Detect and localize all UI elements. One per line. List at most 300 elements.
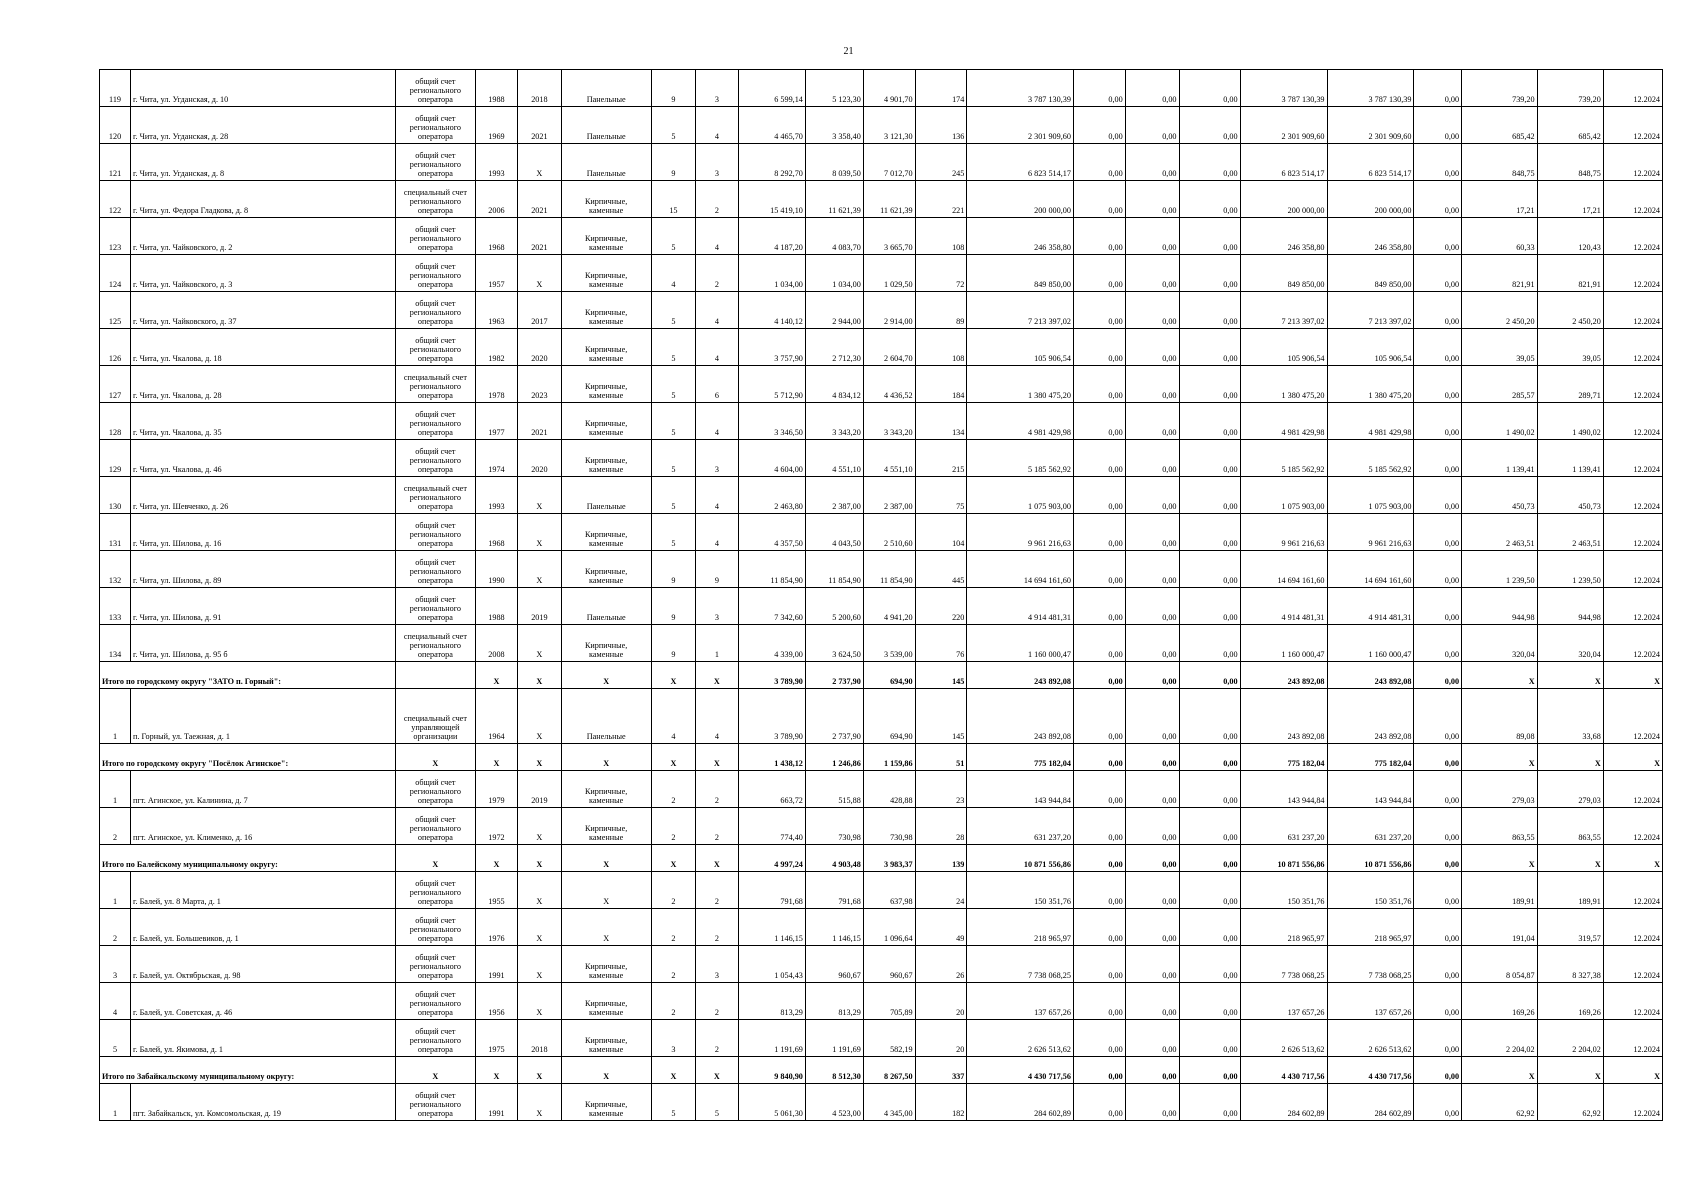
funding-source-3-cell: 0,00 — [1179, 662, 1240, 689]
funding-source-6-cell: 0,00 — [1414, 292, 1462, 329]
residents-cell: 23 — [915, 771, 967, 808]
funding-source-4-cell: 246 358,80 — [1240, 218, 1327, 255]
total-area-cell: 7 342,60 — [738, 588, 805, 625]
house-row — [100, 477, 1663, 514]
funding-source-6-cell: 0,00 — [1414, 440, 1462, 477]
funding-source-4-cell: 9 961 216,63 — [1240, 514, 1327, 551]
residential-area-cell: 2 387,00 — [805, 477, 863, 514]
year-built-cell: 1974 — [475, 440, 517, 477]
address-cell: г. Чита, ул. Чайковского, д. 2 — [131, 218, 396, 255]
funding-source-5-cell: 150 351,76 — [1327, 872, 1414, 909]
floors-cell: 9 — [651, 625, 696, 662]
year-built-cell: 1969 — [475, 107, 517, 144]
house-row — [100, 551, 1663, 588]
funding-source-1-cell: 0,00 — [1073, 1020, 1125, 1057]
cost-total-cell: 1 160 000,47 — [967, 625, 1074, 662]
unit-cost-1-cell: 62,92 — [1462, 1084, 1538, 1121]
year-built-cell: 1988 — [475, 70, 517, 107]
owned-area-cell: 4 941,20 — [863, 588, 915, 625]
owned-area-cell: 2 604,70 — [863, 329, 915, 366]
residential-area-cell: 11 854,90 — [805, 551, 863, 588]
address-cell: г. Чита, ул. Угданская, д. 28 — [131, 107, 396, 144]
wall-material-line: Кирпичные, — [584, 1100, 628, 1109]
row-number-cell: 1 — [100, 1084, 131, 1121]
year-repair-cell: 2017 — [518, 292, 561, 329]
funding-source-2-cell: 0,00 — [1125, 551, 1179, 588]
funding-source-5-cell: 775 182,04 — [1327, 744, 1414, 771]
row-number-cell: 130 — [100, 477, 131, 514]
residential-area-cell: 8 512,30 — [805, 1057, 863, 1084]
funding-source-2-cell: 0,00 — [1125, 845, 1179, 872]
account-type-line: общий счет — [415, 990, 456, 999]
account-type-line: регионального — [409, 925, 461, 934]
total-area-cell: 4 997,24 — [738, 845, 805, 872]
cost-total-cell: 218 965,97 — [967, 909, 1074, 946]
account-type-line: оператора — [417, 95, 453, 104]
account-type-line: регионального — [409, 1100, 461, 1109]
residents-cell: 245 — [915, 144, 967, 181]
house-row — [100, 1020, 1663, 1057]
wall-material-cell — [561, 808, 651, 845]
house-row — [100, 144, 1663, 181]
funding-source-5-cell: 9 961 216,63 — [1327, 514, 1414, 551]
wall-material-cell — [561, 983, 651, 1020]
total-area-cell: 3 757,90 — [738, 329, 805, 366]
year-built-cell: 1982 — [475, 329, 517, 366]
account-type-line: общий счет — [415, 262, 456, 271]
unit-cost-2-cell: X — [1537, 1057, 1603, 1084]
row-number-cell: 134 — [100, 625, 131, 662]
unit-cost-2-cell: 1 239,50 — [1537, 551, 1603, 588]
account-type-line: специальный счет — [403, 632, 467, 641]
unit-cost-1-cell: 863,55 — [1462, 808, 1538, 845]
funding-source-6-cell: 0,00 — [1414, 366, 1462, 403]
cost-total-cell: 246 358,80 — [967, 218, 1074, 255]
completion-date-cell: 12.2024 — [1603, 808, 1662, 845]
entrances-cell: 5 — [696, 1084, 738, 1121]
owned-area-cell: 11 854,90 — [863, 551, 915, 588]
funding-source-6-cell: 0,00 — [1414, 872, 1462, 909]
house-row — [100, 625, 1663, 662]
total-area-cell: 11 854,90 — [738, 551, 805, 588]
funding-source-5-cell: 10 871 556,86 — [1327, 845, 1414, 872]
wall-material-line: Кирпичные, — [584, 962, 628, 971]
unit-cost-1-cell: X — [1462, 744, 1538, 771]
total-area-cell: 663,72 — [738, 771, 805, 808]
subtotal-row — [100, 845, 1663, 872]
funding-source-3-cell: 0,00 — [1179, 440, 1240, 477]
subtotal-row — [100, 662, 1663, 689]
account-type-line: оператора — [417, 650, 453, 659]
cost-total-cell: 137 657,26 — [967, 983, 1074, 1020]
owned-area-cell: 4 551,10 — [863, 440, 915, 477]
account-type-line: оператора — [417, 317, 453, 326]
entrances-cell: 2 — [696, 983, 738, 1020]
funding-source-4-cell: 284 602,89 — [1240, 1084, 1327, 1121]
residents-cell: 72 — [915, 255, 967, 292]
row-number-cell: 129 — [100, 440, 131, 477]
funding-source-2-cell: 0,00 — [1125, 181, 1179, 218]
funding-source-3-cell: 0,00 — [1179, 329, 1240, 366]
wall-material-line: Кирпичные, — [584, 382, 628, 391]
address-cell: г. Чита, ул. Шевченко, д. 26 — [131, 477, 396, 514]
year-built-cell: 2008 — [475, 625, 517, 662]
funding-source-4-cell: 243 892,08 — [1240, 662, 1327, 689]
residents-cell: 145 — [915, 689, 967, 744]
address-cell: г. Чита, ул. Шилова, д. 91 — [131, 588, 396, 625]
residents-cell: 51 — [915, 744, 967, 771]
funding-source-1-cell: 0,00 — [1073, 1057, 1125, 1084]
funding-source-6-cell: 0,00 — [1414, 107, 1462, 144]
account-type-line: оператора — [417, 796, 453, 805]
account-type-cell — [396, 1084, 476, 1121]
account-type-line: оператора — [417, 971, 453, 980]
account-type-cell: X — [396, 744, 476, 771]
residential-area-cell: 3 624,50 — [805, 625, 863, 662]
funding-source-2-cell: 0,00 — [1125, 744, 1179, 771]
account-type-line: регионального — [409, 308, 461, 317]
wall-material-line: Кирпичные, — [584, 999, 628, 1008]
owned-area-cell: 8 267,50 — [863, 1057, 915, 1084]
entrances-cell: 4 — [696, 689, 738, 744]
wall-material-cell — [561, 477, 651, 514]
account-type-line: регионального — [409, 234, 461, 243]
unit-cost-1-cell: 739,20 — [1462, 70, 1538, 107]
completion-date-cell: 12.2024 — [1603, 218, 1662, 255]
funding-source-1-cell: 0,00 — [1073, 625, 1125, 662]
account-type-line: управляющей — [411, 723, 460, 732]
total-area-cell: 4 465,70 — [738, 107, 805, 144]
funding-source-3-cell: 0,00 — [1179, 1020, 1240, 1057]
residents-cell: 20 — [915, 1020, 967, 1057]
unit-cost-1-cell: 848,75 — [1462, 144, 1538, 181]
wall-material-line: X — [603, 897, 610, 906]
address-cell: пгт. Забайкальск, ул. Комсомольская, д. 19 — [131, 1084, 396, 1121]
account-type-line: регионального — [409, 419, 461, 428]
year-built-cell: 1963 — [475, 292, 517, 329]
subtotal-label: Итого по городскому округу "ЗАТО п. Горный": — [100, 662, 396, 689]
unit-cost-1-cell: 89,08 — [1462, 689, 1538, 744]
year-repair-cell: 2020 — [518, 329, 561, 366]
house-row — [100, 689, 1663, 744]
account-type-cell — [396, 218, 476, 255]
floors-cell: 5 — [651, 403, 696, 440]
entrances-cell: 4 — [696, 107, 738, 144]
year-repair-cell: X — [518, 477, 561, 514]
floors-cell: 5 — [651, 440, 696, 477]
funding-source-6-cell: 0,00 — [1414, 218, 1462, 255]
year-repair-cell: 2021 — [518, 218, 561, 255]
year-built-cell: X — [475, 662, 517, 689]
funding-source-5-cell: 2 301 909,60 — [1327, 107, 1414, 144]
unit-cost-2-cell: 319,57 — [1537, 909, 1603, 946]
total-area-cell: 1 034,00 — [738, 255, 805, 292]
account-type-cell — [396, 144, 476, 181]
unit-cost-1-cell: 1 490,02 — [1462, 403, 1538, 440]
address-cell: г. Чита, ул. Угданская, д. 8 — [131, 144, 396, 181]
house-row — [100, 440, 1663, 477]
floors-cell: 5 — [651, 292, 696, 329]
funding-source-4-cell: 4 981 429,98 — [1240, 403, 1327, 440]
funding-source-3-cell: 0,00 — [1179, 771, 1240, 808]
residents-cell: 220 — [915, 588, 967, 625]
wall-material-line: Кирпичные, — [584, 824, 628, 833]
funding-source-4-cell: 631 237,20 — [1240, 808, 1327, 845]
account-type-line: оператора — [417, 465, 453, 474]
funding-source-2-cell: 0,00 — [1125, 403, 1179, 440]
residential-area-cell: 2 737,90 — [805, 689, 863, 744]
funding-source-3-cell: 0,00 — [1179, 946, 1240, 983]
funding-source-6-cell: 0,00 — [1414, 625, 1462, 662]
residential-area-cell: 2 737,90 — [805, 662, 863, 689]
funding-source-4-cell: 7 213 397,02 — [1240, 292, 1327, 329]
account-type-line: общий счет — [415, 447, 456, 456]
wall-material-cell — [561, 292, 651, 329]
wall-material-cell — [561, 181, 651, 218]
account-type-line: организации — [413, 732, 458, 741]
floors-cell: 9 — [651, 144, 696, 181]
owned-area-cell: 2 510,60 — [863, 514, 915, 551]
row-number-cell: 123 — [100, 218, 131, 255]
funding-source-3-cell: 0,00 — [1179, 514, 1240, 551]
funding-source-4-cell: 14 694 161,60 — [1240, 551, 1327, 588]
funding-source-5-cell: 3 787 130,39 — [1327, 70, 1414, 107]
year-repair-cell: X — [518, 872, 561, 909]
residential-area-cell: 813,29 — [805, 983, 863, 1020]
wall-material-cell — [561, 366, 651, 403]
entrances-cell: 4 — [696, 514, 738, 551]
row-number-cell: 132 — [100, 551, 131, 588]
cost-total-cell: 200 000,00 — [967, 181, 1074, 218]
wall-material-line: Кирпичные, — [584, 567, 628, 576]
subtotal-label: Итого по городскому округу "Посёлок Агинское": — [100, 744, 396, 771]
funding-source-1-cell: 0,00 — [1073, 477, 1125, 514]
owned-area-cell: 582,19 — [863, 1020, 915, 1057]
account-type-line: оператора — [417, 354, 453, 363]
cost-total-cell: 1 075 903,00 — [967, 477, 1074, 514]
wall-material-cell — [561, 144, 651, 181]
account-type-cell — [396, 946, 476, 983]
wall-material-cell — [561, 255, 651, 292]
funding-source-2-cell: 0,00 — [1125, 625, 1179, 662]
address-cell: г. Чита, ул. Чкалова, д. 35 — [131, 403, 396, 440]
page-number: 21 — [843, 46, 854, 57]
funding-source-2-cell: 0,00 — [1125, 440, 1179, 477]
account-type-line: оператора — [417, 539, 453, 548]
account-type-line: оператора — [417, 1045, 453, 1054]
unit-cost-2-cell: 169,26 — [1537, 983, 1603, 1020]
total-area-cell: 3 346,50 — [738, 403, 805, 440]
funding-source-2-cell: 0,00 — [1125, 1084, 1179, 1121]
address-cell: п. Горный, ул. Таежная, д. 1 — [131, 689, 396, 744]
address-cell: г. Чита, ул. Чкалова, д. 46 — [131, 440, 396, 477]
funding-source-6-cell: 0,00 — [1414, 1084, 1462, 1121]
funding-source-4-cell: 137 657,26 — [1240, 983, 1327, 1020]
floors-cell: X — [651, 662, 696, 689]
total-area-cell: 4 357,50 — [738, 514, 805, 551]
funding-source-4-cell: 2 626 513,62 — [1240, 1020, 1327, 1057]
account-type-cell — [396, 70, 476, 107]
account-type-line: специальный счет — [403, 188, 467, 197]
wall-material-line: Кирпичные, — [584, 345, 628, 354]
wall-material-line: каменные — [589, 391, 624, 400]
house-row — [100, 403, 1663, 440]
unit-cost-2-cell: 33,68 — [1537, 689, 1603, 744]
account-type-line: оператора — [417, 897, 453, 906]
row-number-cell: 126 — [100, 329, 131, 366]
houses-table — [99, 69, 1663, 1121]
unit-cost-1-cell: 39,05 — [1462, 329, 1538, 366]
total-area-cell: 791,68 — [738, 872, 805, 909]
funding-source-5-cell: 4 981 429,98 — [1327, 403, 1414, 440]
wall-material-cell — [561, 771, 651, 808]
total-area-cell: 813,29 — [738, 983, 805, 1020]
funding-source-5-cell: 243 892,08 — [1327, 662, 1414, 689]
account-type-line: регионального — [409, 888, 461, 897]
row-number-cell: 122 — [100, 181, 131, 218]
unit-cost-2-cell: X — [1537, 845, 1603, 872]
wall-material-line: каменные — [589, 576, 624, 585]
account-type-line: оператора — [417, 934, 453, 943]
funding-source-1-cell: 0,00 — [1073, 144, 1125, 181]
floors-cell: 3 — [651, 1020, 696, 1057]
account-type-line: регионального — [409, 604, 461, 613]
funding-source-1-cell: 0,00 — [1073, 107, 1125, 144]
row-number-cell: 133 — [100, 588, 131, 625]
row-number-cell: 119 — [100, 70, 131, 107]
funding-source-6-cell: 0,00 — [1414, 808, 1462, 845]
wall-material-cell — [561, 588, 651, 625]
wall-material-line: каменные — [589, 280, 624, 289]
wall-material-cell — [561, 403, 651, 440]
entrances-cell: 4 — [696, 403, 738, 440]
wall-material-line: каменные — [589, 243, 624, 252]
unit-cost-2-cell: 189,91 — [1537, 872, 1603, 909]
owned-area-cell: 3 121,30 — [863, 107, 915, 144]
house-row — [100, 771, 1663, 808]
house-row — [100, 514, 1663, 551]
cost-total-cell: 243 892,08 — [967, 662, 1074, 689]
funding-source-4-cell: 105 906,54 — [1240, 329, 1327, 366]
year-built-cell: 1968 — [475, 218, 517, 255]
year-built-cell: 1988 — [475, 588, 517, 625]
residential-area-cell: 1 246,86 — [805, 744, 863, 771]
completion-date-cell: 12.2024 — [1603, 588, 1662, 625]
year-repair-cell: X — [518, 689, 561, 744]
account-type-cell — [396, 872, 476, 909]
account-type-cell — [396, 1020, 476, 1057]
address-cell: г. Балей, ул. Большевиков, д. 1 — [131, 909, 396, 946]
cost-total-cell: 105 906,54 — [967, 329, 1074, 366]
unit-cost-1-cell: 2 450,20 — [1462, 292, 1538, 329]
total-area-cell: 4 339,00 — [738, 625, 805, 662]
wall-material-cell: X — [561, 744, 651, 771]
row-number-cell: 1 — [100, 771, 131, 808]
cost-total-cell: 2 626 513,62 — [967, 1020, 1074, 1057]
funding-source-1-cell: 0,00 — [1073, 744, 1125, 771]
account-type-line: общий счет — [415, 151, 456, 160]
funding-source-4-cell: 150 351,76 — [1240, 872, 1327, 909]
funding-source-5-cell: 143 944,84 — [1327, 771, 1414, 808]
account-type-line: регионального — [409, 787, 461, 796]
year-built-cell: 1957 — [475, 255, 517, 292]
owned-area-cell: 11 621,39 — [863, 181, 915, 218]
funding-source-5-cell: 246 358,80 — [1327, 218, 1414, 255]
owned-area-cell: 1 159,86 — [863, 744, 915, 771]
entrances-cell: 1 — [696, 625, 738, 662]
unit-cost-1-cell: 8 054,87 — [1462, 946, 1538, 983]
account-type-line: общий счет — [415, 114, 456, 123]
account-type-cell: X — [396, 1057, 476, 1084]
floors-cell: 5 — [651, 366, 696, 403]
funding-source-3-cell: 0,00 — [1179, 588, 1240, 625]
residents-cell: 104 — [915, 514, 967, 551]
account-type-cell — [396, 808, 476, 845]
total-area-cell: 4 187,20 — [738, 218, 805, 255]
entrances-cell: 4 — [696, 292, 738, 329]
funding-source-5-cell: 284 602,89 — [1327, 1084, 1414, 1121]
unit-cost-1-cell: X — [1462, 1057, 1538, 1084]
entrances-cell: 2 — [696, 808, 738, 845]
year-built-cell: 1975 — [475, 1020, 517, 1057]
cost-total-cell: 10 871 556,86 — [967, 845, 1074, 872]
year-repair-cell: X — [518, 909, 561, 946]
completion-date-cell: 12.2024 — [1603, 366, 1662, 403]
residential-area-cell: 1 191,69 — [805, 1020, 863, 1057]
row-number-cell: 121 — [100, 144, 131, 181]
account-type-cell — [396, 983, 476, 1020]
year-built-cell: X — [475, 845, 517, 872]
funding-source-2-cell: 0,00 — [1125, 218, 1179, 255]
unit-cost-1-cell: 1 139,41 — [1462, 440, 1538, 477]
year-built-cell: X — [475, 744, 517, 771]
funding-source-6-cell: 0,00 — [1414, 477, 1462, 514]
cost-total-cell: 7 738 068,25 — [967, 946, 1074, 983]
address-cell: пгт. Агинское, ул. Клименко, д. 16 — [131, 808, 396, 845]
year-built-cell: 1976 — [475, 909, 517, 946]
unit-cost-2-cell: 39,05 — [1537, 329, 1603, 366]
year-repair-cell: X — [518, 808, 561, 845]
account-type-cell — [396, 440, 476, 477]
year-repair-cell: X — [518, 744, 561, 771]
funding-source-4-cell: 218 965,97 — [1240, 909, 1327, 946]
funding-source-2-cell: 0,00 — [1125, 107, 1179, 144]
account-type-line: общий счет — [415, 299, 456, 308]
total-area-cell: 4 604,00 — [738, 440, 805, 477]
account-type-cell — [396, 588, 476, 625]
account-type-cell — [396, 181, 476, 218]
year-built-cell: 1956 — [475, 983, 517, 1020]
total-area-cell: 9 840,90 — [738, 1057, 805, 1084]
residential-area-cell: 8 039,50 — [805, 144, 863, 181]
funding-source-4-cell: 1 380 475,20 — [1240, 366, 1327, 403]
total-area-cell: 3 789,90 — [738, 689, 805, 744]
wall-material-line: каменные — [589, 1109, 624, 1118]
floors-cell: 2 — [651, 771, 696, 808]
funding-source-6-cell: 0,00 — [1414, 1020, 1462, 1057]
unit-cost-2-cell: 120,43 — [1537, 218, 1603, 255]
wall-material-line: Кирпичные, — [584, 234, 628, 243]
account-type-line: регионального — [409, 271, 461, 280]
funding-source-5-cell: 7 213 397,02 — [1327, 292, 1414, 329]
entrances-cell: 2 — [696, 181, 738, 218]
wall-material-line: Кирпичные, — [584, 1036, 628, 1045]
funding-source-1-cell: 0,00 — [1073, 514, 1125, 551]
wall-material-line: каменные — [589, 206, 624, 215]
floors-cell: 9 — [651, 551, 696, 588]
account-type-cell — [396, 329, 476, 366]
wall-material-line: Кирпичные, — [584, 787, 628, 796]
